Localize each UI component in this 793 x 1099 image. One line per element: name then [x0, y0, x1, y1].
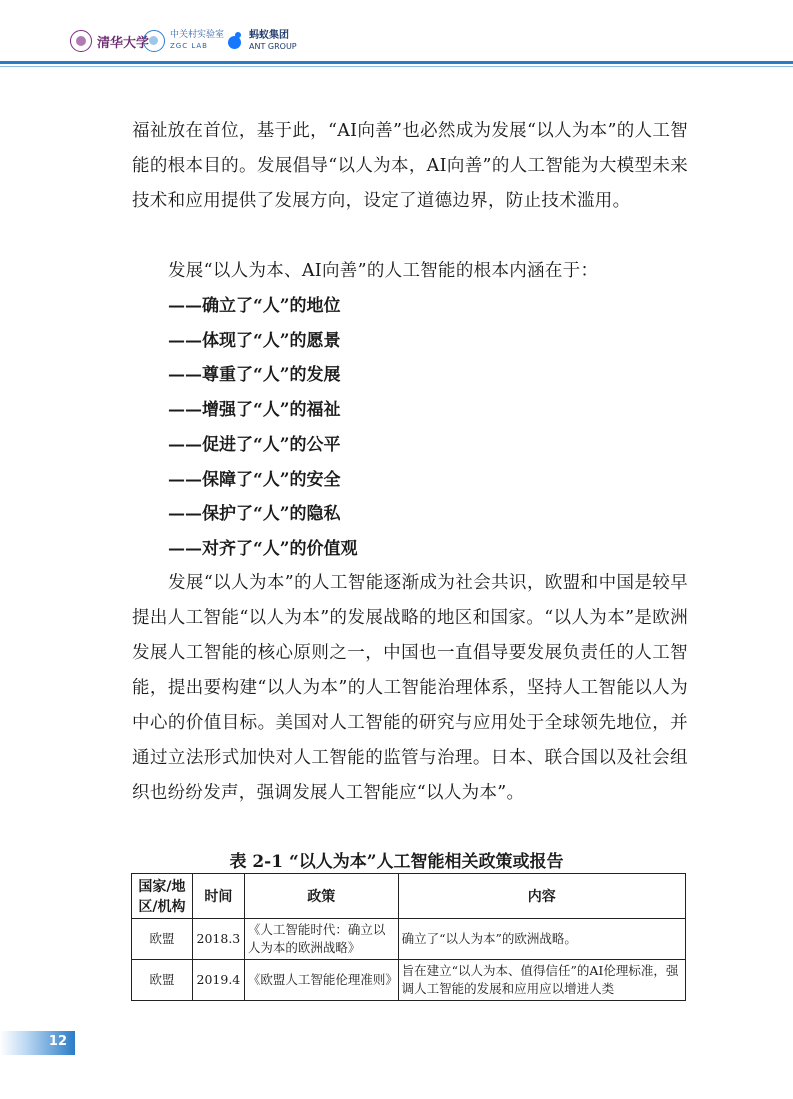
bullet-item: ——保护了“人”的隐私: [168, 504, 341, 525]
bullet-item: ——体现了“人”的愿景: [168, 330, 341, 351]
table-row: [132, 919, 686, 960]
table-title: 表 2-1 “以人为本”人工智能相关政策或报告: [229, 852, 564, 872]
bullet-item: ——确立了“人”的地位: [168, 296, 341, 316]
bullet-list: [168, 289, 358, 567]
cell-policy: 《欧盟人工智能伦理准则》: [244, 960, 398, 1001]
cell-time: 2019.4: [192, 960, 244, 1001]
bullet-item: ——对齐了“人”的价值观: [168, 538, 358, 559]
cell-region: 欧盟: [132, 919, 193, 960]
page-number: 12: [48, 1034, 67, 1049]
paragraph-3-text: 发展“以人为本”的人工智能逐渐成为社会共识，欧盟和中国是较早提出人工智能“以人为本”的发展战略的地区和国家。“以人为本”是欧洲发展人工智能的核心原则之一，中国也一直倡导要发展负责任的人工智能，提出要构建“以人为本”的人工智能治理体系，坚持人工智能以人为中心的价值目标。美国对人工智能的研究与应用处于全球领先地位，并通过立法形式加快对人工智能的监管与治理。日本、联合国以及社会组织也纷纷发声，强调发展人工智能应“以人为本”。: [132, 573, 688, 803]
bullet-item: ——尊重了“人”的发展: [168, 365, 341, 386]
ant-logo-cn: 蚂蚁集团: [249, 30, 289, 41]
policy-table: [131, 873, 686, 1001]
bullet-item: ——保障了“人”的安全: [168, 469, 341, 490]
header-policy: 政策: [244, 874, 398, 919]
cell-time: 2018.3: [192, 919, 244, 960]
table-row: [132, 960, 686, 1001]
zgc-emblem-icon: [143, 30, 165, 52]
header-region: 国家/地区/机构: [132, 874, 193, 919]
header-time: 时间: [192, 874, 244, 919]
paragraph-2-text: 发展“以人为本、AI向善”的人工智能的根本内涵在于：: [168, 261, 599, 281]
bullet-item: ——促进了“人”的公平: [168, 434, 341, 455]
cell-content: 旨在建立“以人为本、值得信任”的AI伦理标准，强调人工智能的发展和应用应以增进人类: [398, 960, 685, 1001]
paragraph-1-text: 福祉放在首位，基于此，“AI向善”也必然成为发展“以人为本”的人工智能的根本目的。发展倡导“以人为本，AI向善”的人工智能为大模型未来技术和应用提供了发展方向，设定了道德边界，防止技术滥用。: [132, 121, 688, 211]
zgc-lab-logo: [143, 30, 224, 52]
tsinghua-logo: [70, 30, 149, 52]
zgc-logo-en: ZGC LAB: [170, 42, 208, 50]
tsinghua-logo-text: 清华大学: [97, 35, 150, 51]
header-rule-thin: [0, 66, 793, 67]
cell-region: 欧盟: [132, 960, 193, 1001]
ant-group-logo: [226, 30, 297, 52]
bullet-item: ——增强了“人”的福祉: [168, 400, 341, 421]
table-header-row: [132, 874, 686, 919]
ant-group-icon: [226, 32, 244, 50]
header-rule-thick: [0, 61, 793, 64]
paragraph-1: [132, 114, 688, 219]
paragraph-3: [132, 566, 688, 811]
cell-policy: 《人工智能时代：确立以人为本的欧洲战略》: [244, 919, 398, 960]
header-content: 内容: [398, 874, 685, 919]
paragraph-2: [132, 254, 688, 289]
page-header: [0, 0, 793, 70]
zgc-logo-cn: 中关村实验室: [170, 30, 225, 40]
tsinghua-seal-icon: [70, 30, 92, 52]
cell-content: 确立了“以人为本”的欧洲战略。: [398, 919, 685, 960]
ant-logo-en: ANT GROUP: [249, 42, 297, 51]
page-number-tab: [0, 1031, 75, 1055]
